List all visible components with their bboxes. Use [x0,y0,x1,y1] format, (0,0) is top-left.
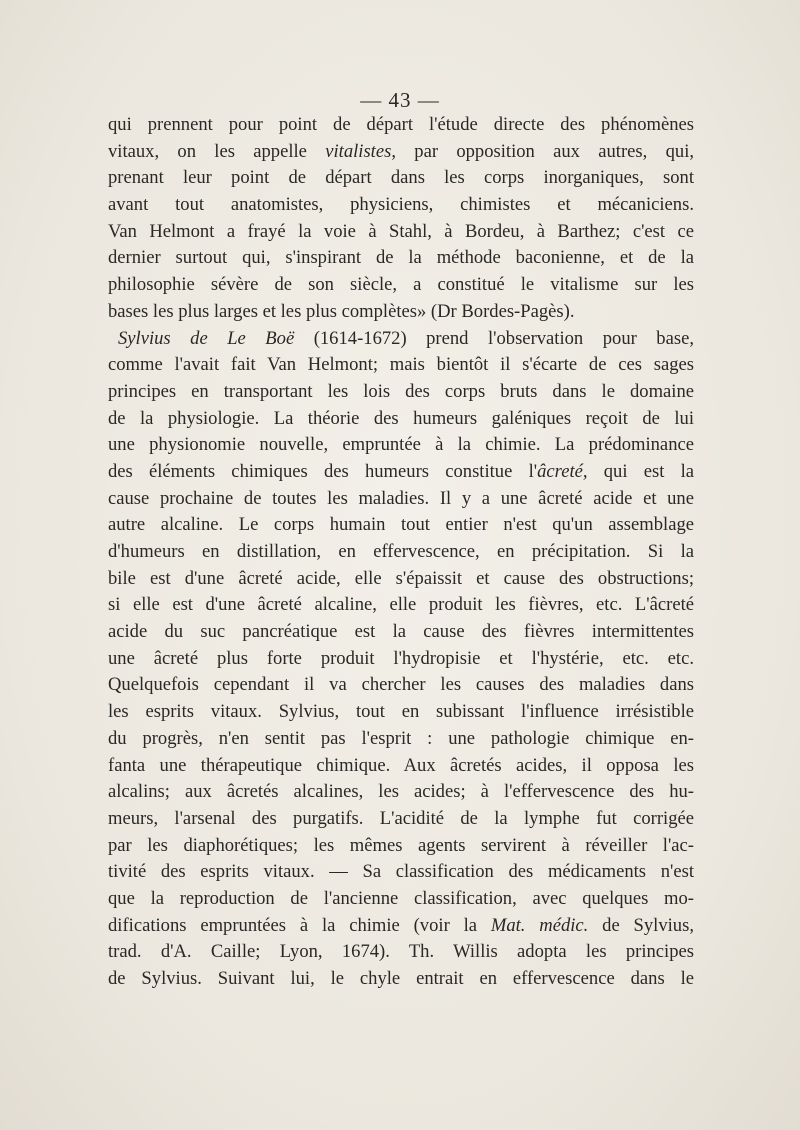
text-line: acide du suc pancréatique est la cause des fièvres intermittentes [108,621,694,643]
text-line: une physionomie nouvelle, empruntée à la chimie. La prédominance [108,434,694,456]
text-line: par les diaphorétiques; les mêmes agents servirent à réveiller l'ac- [108,834,694,856]
text-line: comme l'avait fait Van Helmont; mais bientôt il s'écarte de ces sages [108,354,694,376]
text-line: de Sylvius. Suivant lui, le chyle entrait en effervescence dans le [108,968,694,989]
text-line: dernier surtout qui, s'inspirant de la méthode baconienne, et de la [108,247,694,269]
text-line: autre alcaline. Le corps humain tout entier n'est qu'un assemblage [108,514,694,536]
text-line: bases les plus larges et les plus complètes» (Dr Bordes-Pagès). [108,300,575,322]
text-line: principes en transportant les lois des corps bruts dans le domaine [108,380,694,402]
text-line: Quelquefois cependant il va chercher les causes des maladies dans [108,674,694,696]
text-line: si elle est d'une âcreté alcaline, elle produit les fièvres, etc. L'âcreté [108,594,694,616]
text-line: philosophie sévère de son siècle, a constitué le vitalisme sur les [108,274,694,296]
text-line: les esprits vitaux. Sylvius, tout en subissant l'influence irrésistible [108,701,694,723]
text-line: cause prochaine de toutes les maladies. Il y a une âcreté acide et une [108,487,694,509]
text-line: bile est d'une âcreté acide, elle s'épaissit et cause des obstructions; [108,567,694,589]
text-line: que la reproduction de l'ancienne classification, avec quelques mo- [108,887,694,909]
page-number: — 43 — [360,88,440,112]
text-line: vitaux, on les appelle vitalistes, par opposition aux autres, qui, [108,140,694,162]
text-line: de la physiologie. La théorie des humeurs galéniques reçoit de lui [108,407,694,429]
text-line: une âcreté plus forte produit l'hydropisie et l'hystérie, etc. etc. [108,647,694,669]
text-line: Sylvius de Le Boë (1614-1672) prend l'observation pour base, [118,327,694,349]
text-line: meurs, l'arsenal des purgatifs. L'acidité de la lymphe fut corrigée [108,807,694,829]
text-line: prenant leur point de départ dans les corps inorganiques, sont [108,167,694,189]
text-line: trad. d'A. Caille; Lyon, 1674). Th. Willis adopta les principes [108,941,694,963]
text-line: fanta une thérapeutique chimique. Aux âcretés acides, il opposa les [108,754,694,776]
body-text [108,112,694,993]
text-line: qui prennent pour point de départ l'étude directe des phénomènes [108,114,694,135]
text-line: d'humeurs en distillation, en effervescence, en précipitation. Si la [108,541,694,562]
text-line: avant tout anatomistes, physiciens, chimistes et mécaniciens. [108,194,694,216]
text-line: du progrès, n'en sentit pas l'esprit : une pathologie chimique en- [108,727,694,749]
text-line: alcalins; aux âcretés alcalines, les acides; à l'effervescence des hu- [108,781,694,803]
text-line: difications empruntées à la chimie (voir la Mat. médic. de Sylvius, [108,914,694,936]
text-line: tivité des esprits vitaux. — Sa classification des médicaments n'est [108,861,694,883]
text-line: Van Helmont a frayé la voie à Stahl, à Bordeu, à Barthez; c'est ce [108,220,694,242]
text-line: des éléments chimiques des humeurs constitue l'âcreté, qui est la [108,460,694,482]
